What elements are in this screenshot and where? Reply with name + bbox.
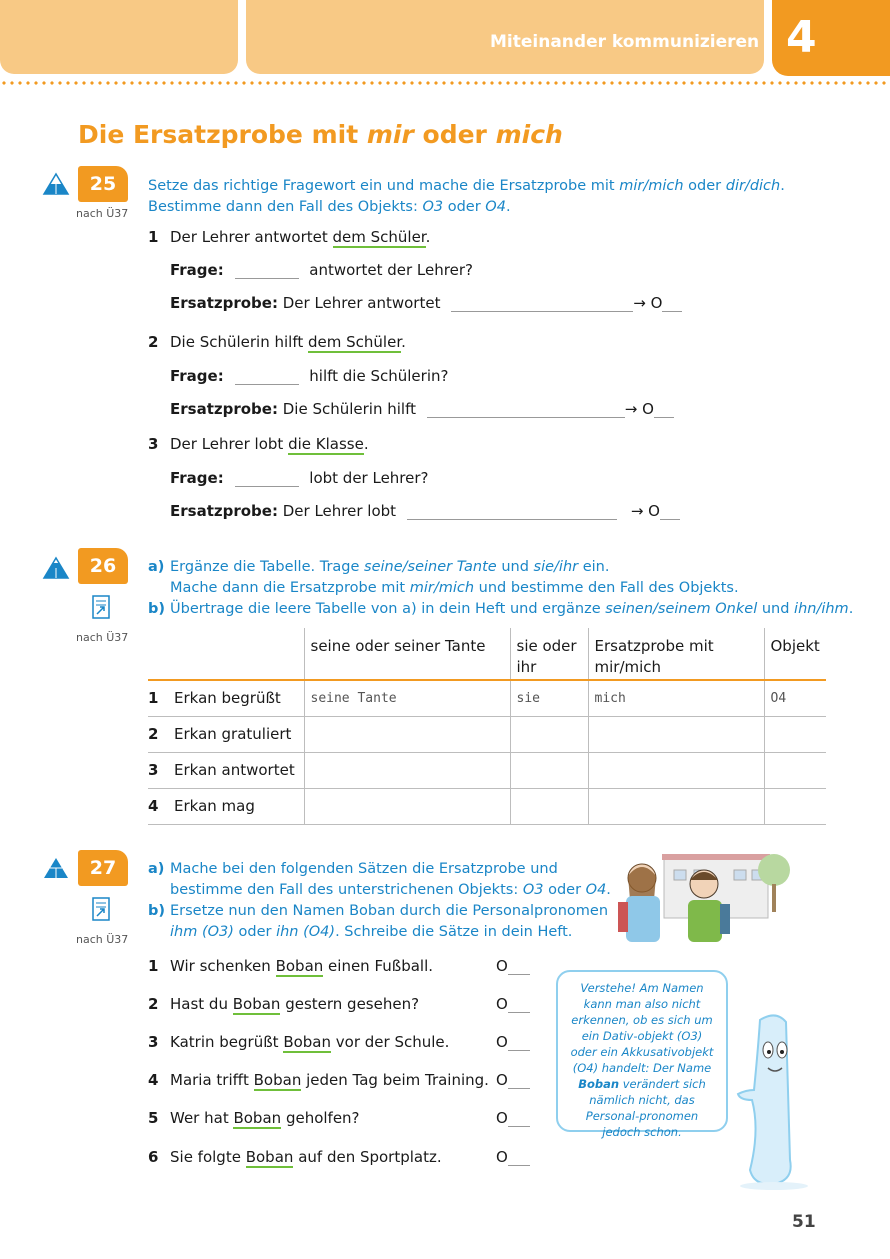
table-row: 4 Erkan mag [148, 788, 826, 824]
ex27-object-answer[interactable]: O [496, 1109, 530, 1127]
ex25-item-sentence: 1 Der Lehrer antwortet dem Schüler. [148, 228, 431, 246]
table-cell[interactable] [764, 716, 826, 752]
column-header: Ersatzprobe mit mir/mich [588, 628, 764, 680]
ex27-item-sentence: 6 Sie folgte Boban auf den Sportplatz. [148, 1148, 442, 1166]
ex25-frage-row: Frage: antwortet der Lehrer? [170, 261, 473, 279]
ex27-item-sentence: 4 Maria trifft Boban jeden Tag beim Training. [148, 1071, 489, 1089]
level-pyramid-icon [42, 172, 70, 196]
ex25-item-sentence: 2 Die Schülerin hilft dem Schüler. [148, 333, 406, 351]
ersatzprobe-table [148, 628, 826, 825]
table-cell[interactable] [304, 716, 510, 752]
column-header: sie oder ihr [510, 628, 588, 680]
chapter-title: Miteinander kommunizieren [490, 32, 760, 52]
object-blank[interactable] [654, 404, 674, 418]
table-cell[interactable] [510, 716, 588, 752]
ex27-object-answer[interactable]: O [496, 995, 530, 1013]
answer-blank[interactable] [235, 265, 299, 279]
page-title: Die Ersatzprobe mit mir oder mich [78, 120, 563, 149]
notebook-transfer-icon [90, 594, 112, 620]
table-cell[interactable] [304, 788, 510, 824]
table-header-row [148, 628, 826, 680]
table-cell[interactable] [588, 752, 764, 788]
ex27-object-answer[interactable]: O [496, 1033, 530, 1051]
exercise-26-instructions: a) Ergänze die Tabelle. Trage seine/seiner Tante und sie/ihr ein. Mache dann die Ersatzprobe mit mir/mich und bestimme den Fall des Objekts. b) Übertrage die leere Tabelle von a) in dein Heft und ergänze seinen/seinem Onkel und ihn/ihm. [148, 559, 854, 617]
table-cell[interactable]: mich [588, 680, 764, 716]
exercise-25-instructions: Setze das richtige Fragewort ein und mache die Ersatzprobe mit mir/mich oder dir/dich. Bestimme dann den Fall des Objekts: O3 oder O4. [148, 178, 785, 215]
column-header: Objekt [764, 628, 826, 680]
ex25-ersatz-row: Ersatzprobe: Die Schülerin hilft → O [170, 400, 674, 418]
table-cell[interactable]: seine Tante [304, 680, 510, 716]
chapter-number: 4 [772, 0, 890, 76]
ex27-object-answer[interactable]: O [496, 957, 530, 975]
ex27-item-sentence: 1 Wir schenken Boban einen Fußball. [148, 957, 434, 975]
ex27-object-answer[interactable]: O [496, 1148, 530, 1166]
ex25-ersatz-row: Ersatzprobe: Der Lehrer lobt → O [170, 502, 680, 520]
table-cell[interactable]: sie [510, 680, 588, 716]
dotted-divider [0, 81, 890, 85]
exercise-reference: nach Ü37 [76, 631, 129, 644]
table-cell[interactable] [588, 788, 764, 824]
ex25-ersatz-row: Ersatzprobe: Der Lehrer antwortet → O [170, 294, 682, 312]
ex25-item-sentence: 3 Der Lehrer lobt die Klasse. [148, 435, 369, 453]
ex25-frage-row: Frage: lobt der Lehrer? [170, 469, 429, 487]
ex27-item-sentence: 5 Wer hat Boban geholfen? [148, 1109, 360, 1127]
table-cell[interactable]: O4 [764, 680, 826, 716]
table-row: 1 Erkan begrüßt seine Tante sie mich O4 [148, 680, 826, 716]
answer-blank[interactable] [451, 298, 633, 312]
exercise-27-instructions: a) Mache bei den folgenden Sätzen die Ersatzprobe und bestimme den Fall des unterstrichenen Objekts: O3 oder O4. b) Ersetze nun den Namen Boban durch die Personalpronomen ihm (O3) oder ihn (O4). Schreibe die Sätze in dein Heft. [148, 861, 611, 940]
answer-blank[interactable] [235, 473, 299, 487]
ex27-item-sentence: 3 Katrin begrüßt Boban vor der Schule. [148, 1033, 450, 1051]
notebook-transfer-icon [90, 896, 112, 922]
ex27-object-answer[interactable]: O [496, 1071, 530, 1089]
table-row: 2 Erkan gratuliert [148, 716, 826, 752]
table-row: 3 Erkan antwortet [148, 752, 826, 788]
table-cell[interactable] [764, 752, 826, 788]
exercise-number-26: 26 [78, 548, 128, 584]
answer-blank[interactable] [427, 404, 625, 418]
exercise-number-27: 27 [78, 850, 128, 886]
page-number: 51 [792, 1212, 816, 1232]
table-cell[interactable] [510, 788, 588, 824]
exercise-reference: nach Ü37 [76, 207, 129, 220]
answer-blank[interactable] [407, 506, 617, 520]
level-pyramid-icon [42, 556, 70, 580]
table-cell[interactable] [304, 752, 510, 788]
column-header: seine oder seiner Tante [304, 628, 510, 680]
exercise-reference: nach Ü37 [76, 933, 129, 946]
object-blank[interactable] [660, 506, 680, 520]
level-pyramid-icon [42, 856, 70, 880]
ex25-frage-row: Frage: hilft die Schülerin? [170, 367, 449, 385]
table-cell[interactable] [588, 716, 764, 752]
exercise-number-25: 25 [78, 166, 128, 202]
header-tab-left [0, 0, 238, 74]
students-illustration [604, 850, 800, 946]
ghost-mascot [730, 1010, 814, 1190]
object-blank[interactable] [662, 298, 682, 312]
speech-bubble: Verstehe! Am Namen kann man also nicht erkennen, ob es sich um ein Dativ-objekt (O3) oder ein Akkusativobjekt (O4) handelt: Der Name Boban verändert sich nämlich nicht, das Personal-pronomen jedoch schon. [556, 970, 728, 1132]
table-cell[interactable] [764, 788, 826, 824]
ex27-item-sentence: 2 Hast du Boban gestern gesehen? [148, 995, 420, 1013]
answer-blank[interactable] [235, 371, 299, 385]
table-cell[interactable] [510, 752, 588, 788]
